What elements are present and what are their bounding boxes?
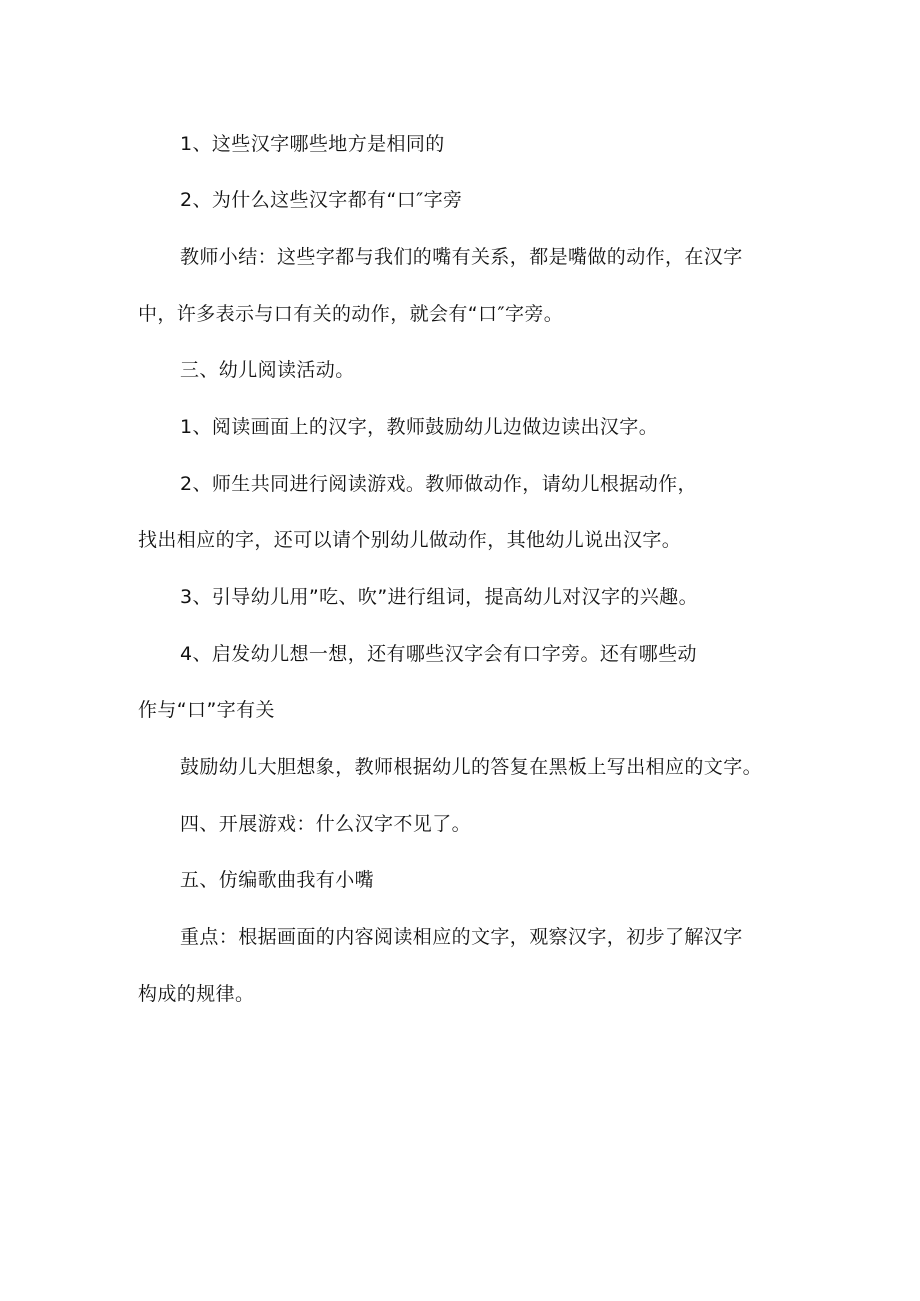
text-line-6: 1、阅读画面上的汉字，教师鼓励幼儿边做边读出汉字。 (180, 416, 659, 438)
section-heading-3: 三、幼儿阅读活动。 (180, 359, 355, 381)
text-line-16: 构成的规律。 (138, 983, 255, 1005)
text-line-4: 中，许多表示与口有关的动作，就会有“口″字旁。 (138, 303, 564, 325)
text-line-9: 3、引导幼儿用”吃、吹”进行组词，提高幼儿对汉字的兴趣。 (180, 586, 698, 608)
section-heading-5: 五、仿编歌曲我有小嘴 (180, 869, 375, 891)
text-line-15: 重点：根据画面的内容阅读相应的文字，观察汉字，初步了解汉字 (180, 926, 743, 948)
text-line-2: 2、为什么这些汉字都有“口″字旁 (180, 189, 463, 211)
text-line-3: 教师小结：这些字都与我们的嘴有关系，都是嘴做的动作，在汉字 (180, 246, 743, 268)
text-line-8: 找出相应的字，还可以请个别幼儿做动作，其他幼儿说出汉字。 (138, 529, 682, 551)
section-heading-4: 四、开展游戏：什么汉字不见了。 (180, 813, 472, 835)
text-line-10: 4、启发幼儿想一想，还有哪些汉字会有口字旁。还有哪些动 (180, 643, 697, 665)
text-line-12: 鼓励幼儿大胆想象，教师根据幼儿的答复在黑板上写出相应的文字。 (180, 756, 763, 778)
text-line-7: 2、师生共同进行阅读游戏。教师做动作，请幼儿根据动作， (180, 473, 697, 495)
text-line-11: 作与“口”字有关 (138, 699, 275, 721)
text-line-1: 1、这些汉字哪些地方是相同的 (180, 133, 445, 155)
